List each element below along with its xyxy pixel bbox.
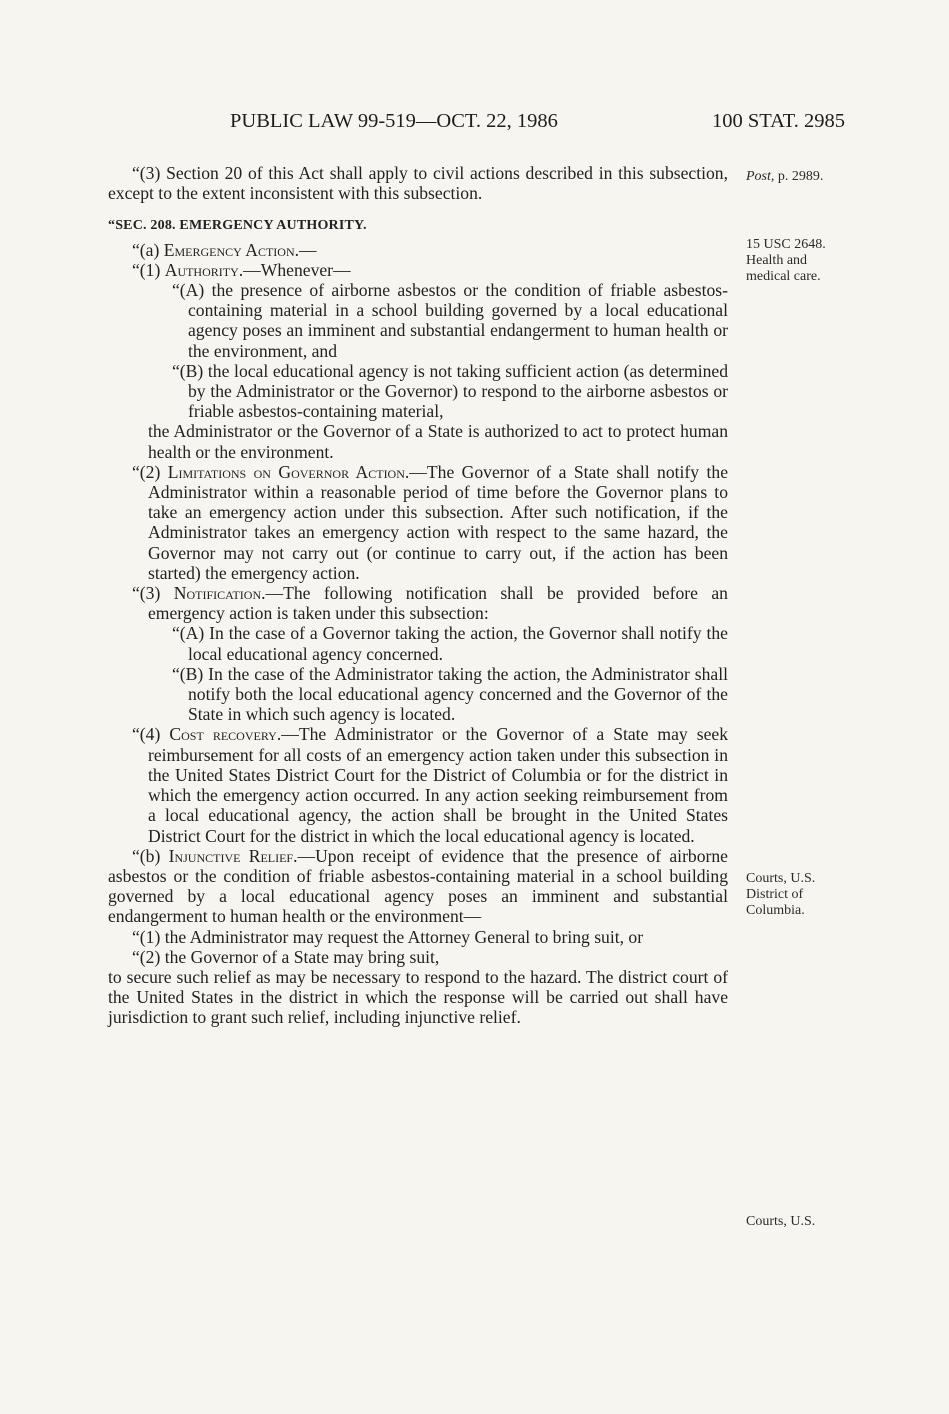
paragraph-b1: “(1) the Administrator may request the Attorney General to bring suit, or	[132, 926, 644, 947]
paragraph-a4-cost-recovery: “(4) Cost recovery.—The Administrator or the Governor of a State may seek reimbursement for all costs of an emergency action taken under this subsection in the United States District Court for the District of Columbia or for the district in which the emergency action occurred. In any action seeking reimbursement from a local educational agency, the action shall be brought in the United States District Court for the district in which the local educational agency is located.	[132, 724, 729, 846]
running-header-page-number: 100 STAT. 2985	[712, 110, 845, 132]
running-header-title: PUBLIC LAW 99-519—OCT. 22, 1986	[230, 110, 558, 132]
subsection-b-injunctive-relief: “(b) Injunctive Relief.—Upon receipt of evidence that the presence of airborne asbestos or the condition of friable asbestos-containing material in a school building governed by a local educational agency poses an imminent and substantial endangerment to human health or the environment—	[108, 845, 728, 927]
statute-body	[108, 163, 728, 1028]
subsection-a-heading: “(a) Emergency Action.—	[132, 239, 317, 260]
paragraph-b2: “(2) the Governor of a State may bring suit,	[132, 946, 440, 967]
clause-a3-A: “(A) In the case of a Governor taking the action, the Governor shall notify the local educational agency concerned.	[172, 623, 728, 664]
paragraph-a1-continuation: the Administrator or the Governor of a State is authorized to act to protect human health or the environment.	[148, 421, 728, 462]
section-heading: “SEC. 208. EMERGENCY AUTHORITY.	[108, 218, 367, 234]
paragraph-a3-notification: “(3) Notification.—The following notification shall be provided before an emergency action is taken under this subsection:	[132, 583, 728, 624]
subsection-b-continuation: to secure such relief as may be necessary to respond to the hazard. The district court of the United States in the district in which the response will be carried out shall have jurisdiction to grant such relief, including injunctive relief.	[108, 966, 728, 1028]
paragraph-3: “(3) Section 20 of this Act shall apply to civil actions described in this subsection, except to the extent inconsistent with this subsection.	[108, 163, 728, 204]
paragraph-a2-limitations: “(2) Limitations on Governor Action.—The Governor of a State shall notify the Administrator within a reasonable period of time before the Governor plans to take an emergency action under this subsection. After such notification, if the Administrator takes an emergency action with respect to the same hazard, the Governor may not carry out (or continue to carry out, if the action has been started) the emergency action.	[132, 461, 729, 583]
margin-note-post-reference: Post, p. 2989.	[746, 169, 824, 184]
paragraph-a1-authority: “(1) Authority.—Whenever—	[132, 259, 351, 280]
margin-note-courts-district-of-columbia: Courts, U.S. District of Columbia.	[746, 871, 816, 918]
clause-a3-B: “(B) In the case of the Administrator taking the action, the Administrator shall notify both the local educational agency concerned and the Governor of the State in which such agency is located.	[172, 663, 728, 725]
margin-note-usc-citation: 15 USC 2648. Health and medical care.	[746, 237, 826, 284]
clause-a1-A: “(A) the presence of airborne asbestos or the condition of friable asbestos-containing material in a school building governed by a local educational agency poses an imminent and substantial endangerment to human health or the environment, and	[172, 280, 728, 361]
margin-note-courts: Courts, U.S.	[746, 1214, 816, 1229]
clause-a1-B: “(B) the local educational agency is not taking sufficient action (as determined by the Administrator or the Governor) to respond to the airborne asbestos or friable asbestos-containing material,	[172, 360, 728, 422]
